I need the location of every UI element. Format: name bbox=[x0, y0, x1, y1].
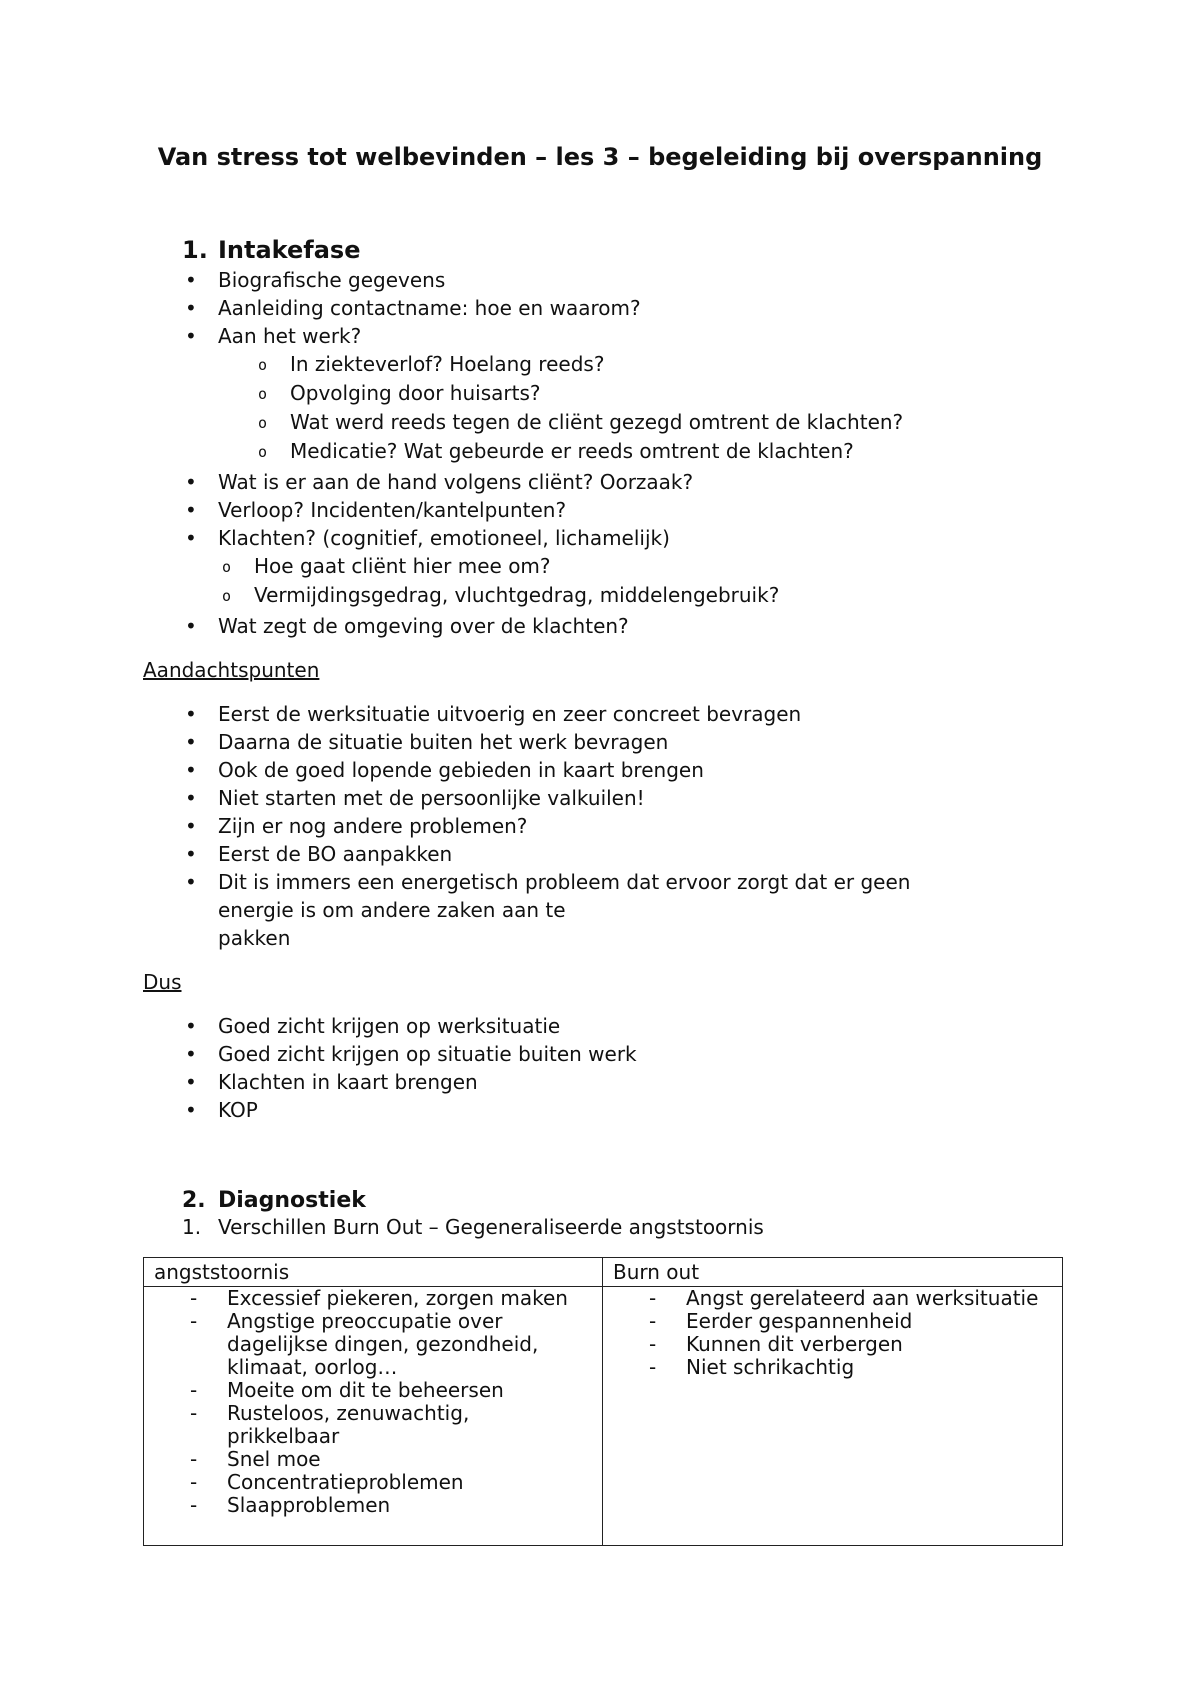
list-item: • Klachten? (cognitief, emotioneel, lichamelijk) bbox=[182, 524, 693, 552]
list-item: o Opvolging door huisarts? bbox=[254, 379, 903, 408]
intake-list-continued bbox=[182, 468, 693, 552]
line: Dit is immers een energetisch probleem dat ervoor zorgt dat er geen bbox=[218, 870, 911, 894]
table-row bbox=[144, 1287, 1063, 1546]
list-item: • Verloop? Incidenten/kantelpunten? bbox=[182, 496, 693, 524]
list-item-multiline bbox=[182, 868, 910, 952]
burnout-list bbox=[603, 1287, 1062, 1379]
list-item: • Aan het werk? bbox=[182, 322, 641, 350]
list-item: - Moeite om dit te beheersen bbox=[144, 1379, 602, 1402]
table-header-row bbox=[144, 1258, 1063, 1287]
list-item: - Eerder gespannenheid bbox=[603, 1310, 1062, 1333]
list-item: • Wat is er aan de hand volgens cliënt? Oorzaak? bbox=[182, 468, 693, 496]
list-item: • Ook de goed lopende gebieden in kaart brengen bbox=[182, 756, 910, 784]
list-item: o Hoe gaat cliënt hier mee om? bbox=[218, 552, 779, 581]
section-title: Intakefase bbox=[218, 236, 361, 264]
intake-list-last bbox=[182, 612, 629, 640]
list-item: • KOP bbox=[182, 1096, 637, 1124]
list-item: - Snel moe bbox=[144, 1448, 602, 1471]
list-item: • Eerst de werksituatie uitvoerig en zeer concreet bevragen bbox=[182, 700, 910, 728]
list-item: o Vermijdingsgedrag, vluchtgedrag, middelengebruik? bbox=[218, 581, 779, 610]
list-item: - Angstige preoccupatie over dagelijkse dingen, gezondheid, klimaat, oorlog… bbox=[144, 1310, 602, 1379]
comparison-table bbox=[143, 1257, 1063, 1546]
list-item: • Wat zegt de omgeving over de klachten? bbox=[182, 612, 629, 640]
list-item: • Eerst de BO aanpakken bbox=[182, 840, 910, 868]
section-number: 2. bbox=[182, 1188, 206, 1213]
list-item: • Klachten in kaart brengen bbox=[182, 1068, 637, 1096]
list-item: • Daarna de situatie buiten het werk bevragen bbox=[182, 728, 910, 756]
column-header-angststoornis: angststoornis bbox=[144, 1258, 603, 1287]
list-item: • Goed zicht krijgen op situatie buiten werk bbox=[182, 1040, 637, 1068]
section-diagnostiek-heading bbox=[182, 1186, 366, 1216]
list-item: • Goed zicht krijgen op werksituatie bbox=[182, 1012, 637, 1040]
intake-list bbox=[182, 266, 641, 350]
dus-list bbox=[182, 1012, 637, 1124]
section-title: Diagnostiek bbox=[218, 1188, 366, 1213]
sub-title: Verschillen Burn Out – Gegeneraliseerde angststoornis bbox=[218, 1215, 764, 1239]
work-sublist bbox=[254, 350, 903, 466]
list-item: - Concentratieproblemen bbox=[144, 1471, 602, 1494]
list-item: - Kunnen dit verbergen bbox=[603, 1333, 1062, 1356]
list-item: - Angst gerelateerd aan werksituatie bbox=[603, 1287, 1062, 1310]
list-item: • Niet starten met de persoonlijke valkuilen! bbox=[182, 784, 910, 812]
list-item: - Slaapproblemen bbox=[144, 1494, 602, 1517]
burnout-cell bbox=[603, 1287, 1063, 1546]
angststoornis-list bbox=[144, 1287, 602, 1517]
list-item: o In ziekteverlof? Hoelang reeds? bbox=[254, 350, 903, 379]
list-item: • Biografische gegevens bbox=[182, 266, 641, 294]
section-intakefase-heading bbox=[182, 235, 360, 265]
diagnostiek-subheading bbox=[182, 1213, 764, 1241]
sub-number: 1. bbox=[182, 1215, 202, 1239]
document-title: Van stress tot welbevinden – les 3 – begeleiding bij overspanning bbox=[157, 143, 1043, 171]
column-header-burnout: Burn out bbox=[603, 1258, 1063, 1287]
list-item: o Medicatie? Wat gebeurde er reeds omtrent de klachten? bbox=[254, 437, 903, 466]
complaint-sublist bbox=[218, 552, 779, 610]
dus-heading: Dus bbox=[143, 970, 182, 994]
list-item: - Rusteloos, zenuwachtig, prikkelbaar bbox=[144, 1402, 602, 1448]
section-number: 1. bbox=[182, 236, 208, 264]
list-item: • Aanleiding contactname: hoe en waarom? bbox=[182, 294, 641, 322]
list-item: - Excessief piekeren, zorgen maken bbox=[144, 1287, 602, 1310]
aandachtspunten-list bbox=[182, 700, 910, 952]
list-item: - Niet schrikachtig bbox=[603, 1356, 1062, 1379]
aandachtspunten-heading: Aandachtspunten bbox=[143, 658, 320, 682]
angststoornis-cell bbox=[144, 1287, 603, 1546]
line: pakken bbox=[218, 926, 291, 950]
list-item: • Zijn er nog andere problemen? bbox=[182, 812, 910, 840]
line: energie is om andere zaken aan te bbox=[218, 898, 566, 922]
list-item: o Wat werd reeds tegen de cliënt gezegd omtrent de klachten? bbox=[254, 408, 903, 437]
